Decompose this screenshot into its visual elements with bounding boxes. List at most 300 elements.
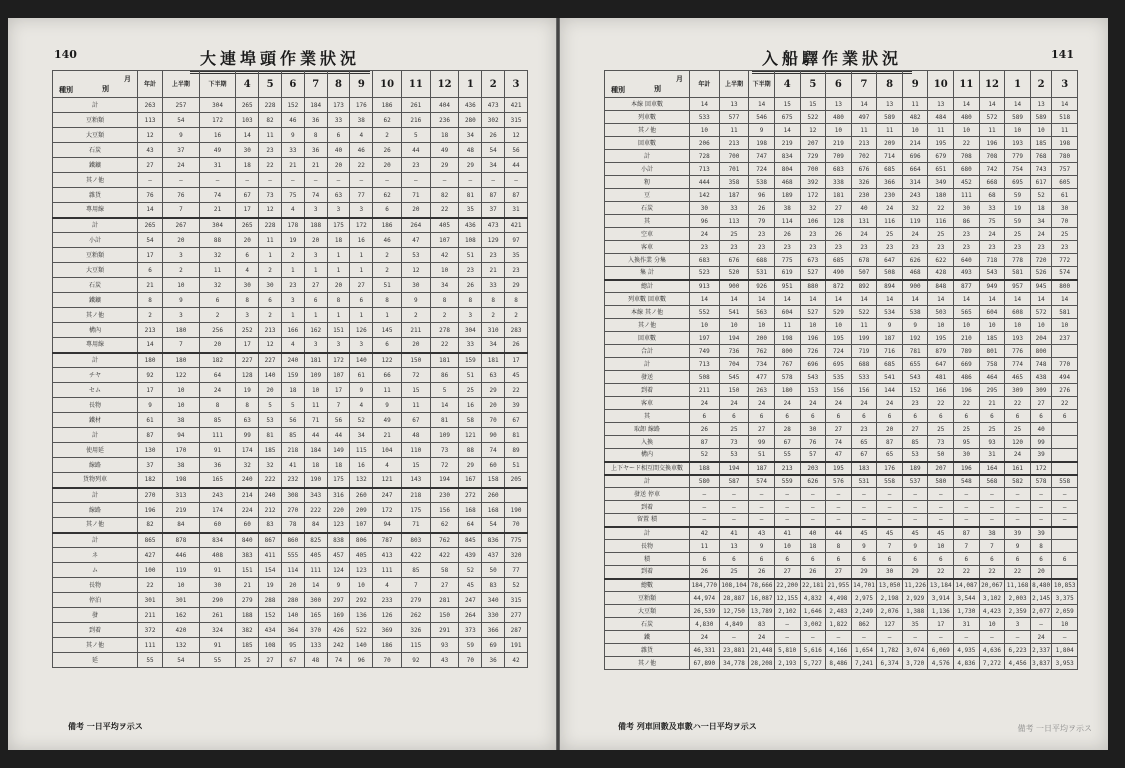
table-row [605,332,1078,345]
table-cell: 716 [877,345,903,358]
table-cell: 30 [199,578,236,593]
table-cell: 11 [774,319,800,332]
table-cell: 182 [138,473,163,488]
table-row [605,241,1078,254]
table-cell: 78 [281,518,304,533]
table-cell: 24 [877,202,903,215]
table-cell: 541 [877,371,903,384]
table-cell: 14,087 [954,579,980,592]
table-cell: 668 [979,176,1005,189]
table-cell: 4 [281,338,304,353]
table-cell: 16 [350,233,373,248]
table-cell: 10 [350,578,373,593]
table-cell: 14 [851,293,877,306]
table-cell: 12,750 [719,605,749,618]
table-cell: 6 [954,410,980,423]
table-cell: 22 [1005,397,1031,410]
table-cell: 3 [327,338,350,353]
table-cell: 702 [851,150,877,163]
row-label: 其ノ他 [605,124,690,137]
table-cell: 781 [902,345,928,358]
table-cell: 181 [430,353,459,368]
table-cell: 206 [690,137,720,150]
table-cell: 754 [1005,163,1031,176]
table-cell: 76 [800,436,826,449]
table-cell: 508 [877,267,903,280]
table-cell: 61 [138,413,163,428]
table-cell: 99 [236,428,259,443]
column-header: 2 [1030,71,1052,98]
table-cell: 836 [482,533,505,548]
row-label: 計 [53,98,138,113]
table-cell: 2 [430,308,459,323]
table-cell: 154 [259,563,282,578]
table-cell: 92 [138,368,163,383]
table-cell: 310 [482,323,505,338]
table-cell: 151 [327,323,350,338]
table-cell: 34,778 [719,657,749,670]
table-cell: 145 [373,323,402,338]
table-cell: 696 [800,358,826,371]
table-cell: 24 [877,397,903,410]
table-cell: 522 [350,623,373,638]
table-cell: 108,104 [719,579,749,592]
table-row [605,540,1078,553]
table-cell: 582 [1005,475,1031,488]
column-header: 3 [505,71,528,98]
table-cell: 651 [928,163,954,176]
table-cell: 56 [505,143,528,158]
table-cell: 23 [979,241,1005,254]
table-cell: 175 [327,473,350,488]
table-cell: 185 [1030,137,1052,150]
table-cell: 408 [199,548,236,563]
table-cell: 10 [163,278,200,293]
table-cell: 6 [373,203,402,218]
row-label: チヤ [53,368,138,383]
table-cell: 2 [199,308,236,323]
table-cell: 28,887 [719,592,749,605]
table-cell: 87 [954,527,980,540]
table-cell: — [304,173,327,188]
table-row [53,263,528,278]
column-header: 5 [259,71,282,98]
row-label: 發送 停車 [605,488,690,501]
footnote-right: 備考 列車回數及車數ハ一日平均ヲ示ス [618,721,757,731]
table-cell: 8,486 [826,657,852,670]
table-cell: 23 [482,248,505,263]
table-cell: — [1052,631,1078,644]
table-cell: 14 [954,98,980,111]
table-cell: 24 [800,397,826,410]
table-cell: — [800,501,826,514]
table-cell: 45 [877,527,903,540]
row-label: 計 [53,428,138,443]
table-cell: 780 [1052,150,1078,163]
table-cell: 89 [505,443,528,458]
table-cell: 2 [482,308,505,323]
table-cell: 196 [979,137,1005,150]
table-cell: 3,837 [1030,657,1052,670]
table-cell: — [774,618,800,631]
table-cell: 219 [163,503,200,518]
table-cell: 227 [259,353,282,368]
table-cell: 3,074 [902,644,928,657]
table-row [53,473,528,488]
table-cell: 6 [1052,410,1078,423]
table-cell: 640 [954,254,980,267]
table-row [605,111,1078,124]
table-cell: — [163,173,200,188]
table-cell: 695 [826,358,852,371]
table-cell: 51 [459,368,482,383]
table-cell: 13 [877,98,903,111]
table-cell: 2,059 [1052,605,1078,618]
table-cell: 94 [373,518,402,533]
table-cell: 184 [304,443,327,458]
table-cell: — [877,488,903,501]
table-cell: 23,881 [719,644,749,657]
table-cell: 45 [505,368,528,383]
table-cell: 3 [281,293,304,308]
table-cell: 1,646 [800,605,826,618]
table-cell: 20 [401,338,430,353]
table-cell: 211 [401,323,430,338]
row-label: 回車數 [605,332,690,345]
table-cell: 338 [826,176,852,189]
table-cell: 267 [163,218,200,233]
table-cell: 589 [1030,111,1052,124]
table-cell: 26,539 [690,605,720,618]
table-cell: 30 [236,143,259,158]
table-row [605,592,1078,605]
table-cell: 4,935 [954,644,980,657]
table-cell: 44 [826,527,852,540]
table-cell: 59 [1005,215,1031,228]
table-cell: 22,181 [800,579,826,592]
table-cell: 111 [304,563,327,578]
table-row [605,527,1078,540]
table-cell: 35 [459,203,482,218]
table-cell: 196 [138,503,163,518]
table-cell: 114 [774,215,800,228]
table-cell: 11 [928,124,954,137]
table-cell: 768 [1030,150,1052,163]
table-cell: 748 [1030,358,1052,371]
column-header: 1 [459,71,482,98]
row-label: 使用延 [53,443,138,458]
row-label: 鐵 [605,631,690,644]
table-cell: 10 [719,319,749,332]
table-cell: — [851,501,877,514]
header-corner-label: 種別 [59,85,73,94]
table-cell: 5 [401,128,430,143]
table-cell: 438 [1030,371,1052,384]
table-cell: 23 [401,158,430,173]
table-cell: 27 [749,423,775,436]
table-cell: 265 [236,98,259,113]
table-cell: 22 [1005,566,1031,579]
table-cell: 3,544 [954,592,980,605]
table-cell: — [800,514,826,527]
table-row [53,608,528,623]
table-cell: 91 [199,443,236,458]
table-cell: 522 [851,306,877,319]
table-cell: 140 [350,638,373,653]
table-cell: 34 [482,158,505,173]
table-cell: 6 [979,410,1005,423]
row-label: 計 [605,527,690,540]
table-cell: 3,002 [800,618,826,631]
row-label: 回車數 [605,137,690,150]
table-cell: 574 [749,475,775,488]
table-cell: 12 [505,128,528,143]
column-header: 1 [1005,71,1031,98]
table-cell: 297 [327,593,350,608]
table-cell: 240 [259,488,282,503]
table-cell: 9 [281,128,304,143]
table-cell: 14 [877,293,903,306]
table-cell: 94 [163,428,200,443]
table-cell: 35 [902,618,928,631]
table-cell: 392 [800,176,826,189]
table-cell: 13 [826,98,852,111]
table-cell: 194 [430,473,459,488]
table-cell: 50 [928,449,954,462]
row-label: 鐵鑛 [53,293,138,308]
table-cell: — [138,173,163,188]
table-cell: — [954,488,980,501]
table-cell [1052,527,1078,540]
table-cell: 580 [690,475,720,488]
row-label: 鐵材 [53,413,138,428]
table-cell: 533 [690,111,720,124]
table-cell: 256 [199,323,236,338]
table-cell: 218 [281,443,304,458]
column-header: 8 [327,71,350,98]
table-cell: 13,050 [877,579,903,592]
table-cell: 14 [774,124,800,137]
table-cell: 468 [902,267,928,280]
table-cell: 43 [430,653,459,668]
table-cell: 20 [877,423,903,436]
table-cell: 187 [749,462,775,475]
table-cell: 54 [163,653,200,668]
table-cell: 900 [902,280,928,293]
table-cell: — [826,501,852,514]
row-label: 延 [53,653,138,668]
table-cell: 22 [259,158,282,173]
table-cell: 718 [979,254,1005,267]
table-row [53,278,528,293]
table-cell: 626 [800,475,826,488]
table-cell: 165 [199,473,236,488]
table-cell: 1 [350,248,373,263]
row-label: 豆粕類 [53,248,138,263]
table-cell: 439 [459,548,482,563]
table-cell: 71 [401,188,430,203]
table-row [605,618,1078,631]
table-cell: 3 [459,308,482,323]
row-label: 構內 [53,323,138,338]
column-header: 9 [350,71,373,98]
table-cell: 29 [902,566,928,579]
table-cell: 9 [350,383,373,398]
table-cell: 8 [304,128,327,143]
table-cell: 188 [304,218,327,233]
table-cell: 11 [719,124,749,137]
table-cell: 55 [774,449,800,462]
table-cell: 75 [979,215,1005,228]
table-cell: 10 [163,398,200,413]
table-cell: 1 [350,263,373,278]
table-cell: 12,155 [774,592,800,605]
row-label: 豆粕類 [605,592,690,605]
table-cell: 67 [851,449,877,462]
table-cell: 23 [902,241,928,254]
table-cell: 508 [690,371,720,384]
table-cell: 189 [774,189,800,202]
table-cell: 369 [373,623,402,638]
table-cell: 33 [327,113,350,128]
table-cell: — [719,501,749,514]
table-cell: 574 [1052,267,1078,280]
table-cell: 30 [954,202,980,215]
table-cell: 800 [1052,280,1078,293]
table-cell: 945 [1030,280,1052,293]
table-cell: 52 [350,413,373,428]
table-cell: 867 [259,533,282,548]
page-title-right: 入船驛作業狀況 [752,46,912,74]
table-cell: 31 [954,618,980,631]
table-cell: 55 [199,653,236,668]
table-cell: 67 [281,653,304,668]
table-cell: 589 [877,111,903,124]
table-cell: 6 [774,553,800,566]
table-cell: 45 [928,527,954,540]
table-row [605,514,1078,527]
table-cell: 59 [459,638,482,653]
table-cell: 228 [259,98,282,113]
row-label: 計 [605,358,690,371]
table-cell: 82 [138,518,163,533]
table-cell: 17 [138,248,163,263]
table-cell: — [928,501,954,514]
table-cell: 676 [851,163,877,176]
table-cell: 50 [482,563,505,578]
table-cell: 79 [749,215,775,228]
table-cell: 685 [877,163,903,176]
row-label: 取卸 線路 [605,423,690,436]
table-cell: 3 [163,248,200,263]
table-cell: — [902,631,928,644]
table-cell: 10 [954,319,980,332]
table-cell: 24 [979,228,1005,241]
table-cell: 10 [979,319,1005,332]
table-cell: 87 [877,436,903,449]
table-cell: 22,200 [774,579,800,592]
row-label: 線路 [53,458,138,473]
table-cell: — [327,173,350,188]
table-cell: 10 [774,540,800,553]
table-cell: 108 [459,233,482,248]
table-cell: 71 [304,413,327,428]
table-cell: 14 [430,398,459,413]
table-cell: 23 [749,241,775,254]
table-cell: 758 [979,358,1005,371]
table-cell: 242 [327,638,350,653]
table-cell: 20 [304,233,327,248]
table-cell: — [979,501,1005,514]
table-row [605,657,1078,670]
table-cell: 6 [877,410,903,423]
table-cell: 779 [1005,150,1031,163]
table-cell: 174 [236,443,259,458]
table-cell: 872 [826,280,852,293]
table-cell: 230 [851,189,877,202]
table-row [53,398,528,413]
row-label: 總數 [605,579,690,592]
table-cell: 142 [690,189,720,202]
table-cell: 3 [304,203,327,218]
table-cell: 199 [851,332,877,345]
table-cell: 60 [482,458,505,473]
table-cell: — [281,173,304,188]
table-cell: 180 [163,323,200,338]
table-cell: 3 [350,203,373,218]
table-cell: 218 [401,488,430,503]
table-cell: 10 [1030,124,1052,137]
table-cell: 531 [749,267,775,280]
column-header: 12 [979,71,1005,98]
table-cell: 13 [719,540,749,553]
table-cell: 8,480 [1030,579,1052,592]
table-cell: 2,975 [851,592,877,605]
table-cell: 41 [281,458,304,473]
table-cell: 664 [902,163,928,176]
table-cell: 109 [430,428,459,443]
table-cell: 523 [690,267,720,280]
table-cell: 84 [163,518,200,533]
table-cell: 762 [430,533,459,548]
table-cell: 669 [954,358,980,371]
table-cell: 405 [304,548,327,563]
table-cell: 209 [350,503,373,518]
row-label: 發送 [605,371,690,384]
table-cell: 9 [902,319,928,332]
column-header: 上半期 [163,71,200,98]
table-cell: 543 [800,371,826,384]
table-cell: 308 [281,488,304,503]
table-cell: 74 [826,436,852,449]
table-row [53,593,528,608]
table-cell: 20 [281,578,304,593]
table-row [53,428,528,443]
table-cell: 70 [482,413,505,428]
table-cell: 19 [259,578,282,593]
table-cell: 24 [851,228,877,241]
table-cell: 481 [928,371,954,384]
table-cell: — [749,514,775,527]
table-cell: 7 [979,540,1005,553]
table-row [605,98,1078,111]
table-cell: 774 [1005,358,1031,371]
table-cell: 34 [459,128,482,143]
table-cell: 194 [719,462,749,475]
table-cell: 543 [902,371,928,384]
table-cell: 6 [877,553,903,566]
table-cell: 53 [259,413,282,428]
